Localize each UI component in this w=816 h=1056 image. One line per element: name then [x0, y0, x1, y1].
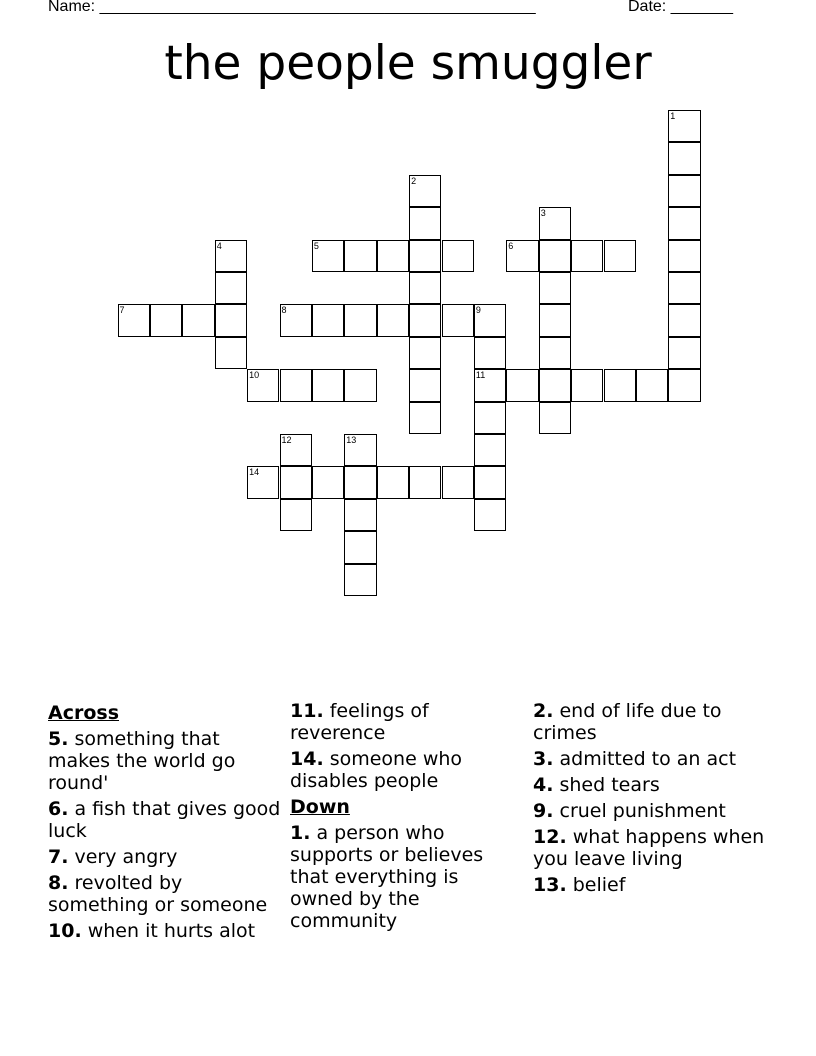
grid-cell[interactable]	[280, 499, 312, 531]
grid-cell[interactable]	[247, 369, 279, 401]
clue-item-text: when it hurts alot	[81, 920, 256, 942]
clue-item-number: 8.	[48, 872, 69, 894]
clue-item-number: 2.	[533, 700, 554, 722]
grid-cell[interactable]	[474, 499, 506, 531]
clue-item	[48, 728, 283, 794]
grid-cell[interactable]	[312, 240, 344, 272]
clue-item-text: belief	[566, 874, 626, 896]
clue-item-text: shed tears	[553, 774, 660, 796]
grid-cell[interactable]	[474, 466, 506, 498]
clue-column-3	[533, 700, 768, 900]
grid-cell[interactable]	[571, 240, 603, 272]
grid-cell[interactable]	[280, 466, 312, 498]
clue-item	[533, 874, 768, 896]
clue-item-text: what happens when you leave living	[533, 826, 765, 870]
grid-cell[interactable]	[539, 304, 571, 336]
clue-item-number: 4.	[533, 774, 554, 796]
grid-cell[interactable]	[539, 369, 571, 401]
down-heading: Down	[290, 796, 350, 818]
grid-cell[interactable]	[344, 499, 376, 531]
clue-item-number: 11.	[290, 700, 324, 722]
grid-cell[interactable]	[668, 272, 700, 304]
grid-cell[interactable]	[215, 240, 247, 272]
across-heading: Across	[48, 702, 120, 724]
clue-column-2	[290, 700, 525, 936]
clue-item-text: very angry	[68, 846, 178, 868]
grid-cell[interactable]	[668, 369, 700, 401]
grid-cell[interactable]	[215, 272, 247, 304]
grid-cell[interactable]	[118, 304, 150, 336]
grid-cell[interactable]	[280, 304, 312, 336]
clue-item-number: 12.	[533, 826, 567, 848]
clue-item-number: 7.	[48, 846, 69, 868]
grid-cell[interactable]	[344, 240, 376, 272]
clue-number: 8	[281, 305, 287, 316]
clue-item-number: 14.	[290, 748, 324, 770]
clue-item-text: end of life due to crimes	[533, 700, 722, 744]
clue-item-text: a fish that gives good luck	[48, 798, 281, 842]
clue-item-number: 3.	[533, 748, 554, 770]
clue-column-1	[48, 700, 283, 946]
grid-cell[interactable]	[604, 240, 636, 272]
clue-number: 12	[281, 435, 292, 445]
clue-item	[48, 798, 283, 842]
clue-item	[290, 822, 525, 932]
grid-cell[interactable]	[344, 564, 376, 596]
grid-cell[interactable]	[409, 369, 441, 401]
grid-cell[interactable]	[506, 240, 538, 272]
grid-cell[interactable]	[442, 304, 474, 336]
clue-item	[533, 700, 768, 744]
clue-number: 7	[119, 305, 125, 316]
clue-number: 4	[216, 240, 222, 251]
grid-cell[interactable]	[442, 466, 474, 498]
grid-cell[interactable]	[571, 369, 603, 401]
clue-item-text: admitted to an act	[553, 748, 737, 770]
clue-number: 10	[249, 370, 260, 381]
grid-cell[interactable]	[539, 272, 571, 304]
grid-cell[interactable]	[312, 304, 344, 336]
grid-cell[interactable]	[215, 304, 247, 336]
clue-number: 11	[475, 370, 486, 381]
clue-item	[48, 872, 283, 916]
grid-cell[interactable]	[280, 369, 312, 401]
clue-number: 9	[475, 305, 481, 316]
grid-cell[interactable]	[409, 466, 441, 498]
clue-item-text: revolted by something or someone	[48, 872, 268, 916]
grid-cell[interactable]	[474, 337, 506, 369]
clue-number: 1	[670, 111, 676, 121]
grid-cell[interactable]	[409, 240, 441, 272]
grid-cell[interactable]	[539, 402, 571, 434]
grid-cell[interactable]	[409, 337, 441, 369]
grid-cell[interactable]	[474, 369, 506, 401]
clue-item-number: 13.	[533, 874, 567, 896]
clue-item-text: something that makes the world go round'	[48, 728, 236, 794]
grid-cell[interactable]	[636, 369, 668, 401]
clue-item	[533, 800, 768, 822]
grid-cell[interactable]	[668, 207, 700, 239]
grid-cell[interactable]	[474, 402, 506, 434]
clue-item-text: cruel punishment	[553, 800, 726, 822]
grid-cell[interactable]	[409, 272, 441, 304]
clue-item	[48, 920, 283, 942]
clue-number: 2	[411, 175, 417, 186]
clue-number: 3	[540, 208, 546, 219]
clue-item-number: 9.	[533, 800, 554, 822]
grid-cell[interactable]	[668, 142, 700, 174]
grid-cell[interactable]	[409, 207, 441, 239]
grid-cell[interactable]	[409, 402, 441, 434]
grid-cell[interactable]	[344, 531, 376, 563]
grid-cell[interactable]	[668, 337, 700, 369]
clue-item	[533, 774, 768, 796]
grid-cell[interactable]	[182, 304, 214, 336]
grid-cell[interactable]	[474, 304, 506, 336]
grid-cell[interactable]	[474, 434, 506, 466]
clue-item-number: 5.	[48, 728, 69, 750]
date-field-label: Date: _______	[628, 0, 733, 15]
grid-cell[interactable]	[604, 369, 636, 401]
grid-cell[interactable]	[312, 466, 344, 498]
clue-item	[48, 846, 283, 868]
clue-item	[533, 748, 768, 770]
page-title: the people smuggler	[164, 36, 652, 91]
grid-cell[interactable]	[150, 304, 182, 336]
grid-cell[interactable]	[312, 369, 344, 401]
grid-cell[interactable]	[668, 110, 700, 142]
clue-item-number: 1.	[290, 822, 311, 844]
clue-number: 5	[313, 240, 319, 251]
grid-cell[interactable]	[668, 175, 700, 207]
clue-number: 13	[346, 435, 357, 445]
grid-cell[interactable]	[344, 369, 376, 401]
clue-item	[533, 826, 768, 870]
grid-cell[interactable]	[280, 434, 312, 466]
clue-item-text: feelings of reverence	[290, 700, 429, 744]
grid-cell[interactable]	[344, 304, 376, 336]
grid-cell[interactable]	[539, 240, 571, 272]
grid-cell[interactable]	[377, 304, 409, 336]
clue-item-number: 6.	[48, 798, 69, 820]
clue-number: 6	[508, 240, 514, 251]
grid-cell[interactable]	[377, 240, 409, 272]
grid-cell[interactable]	[409, 304, 441, 336]
grid-cell[interactable]	[442, 240, 474, 272]
grid-cell[interactable]	[539, 207, 571, 239]
clue-item	[290, 700, 525, 744]
clue-item-number: 10.	[48, 920, 82, 942]
grid-cell[interactable]	[539, 337, 571, 369]
name-field-label: Name: _________________________________________________	[48, 0, 536, 15]
clue-item-text: someone who disables people	[290, 748, 463, 792]
grid-cell[interactable]	[215, 337, 247, 369]
clue-number: 14	[249, 467, 260, 478]
clue-item-text: a person who supports or believes that everything is owned by the community	[290, 822, 484, 932]
clue-item	[290, 748, 525, 792]
grid-cell[interactable]	[409, 175, 441, 207]
grid-cell[interactable]	[344, 466, 376, 498]
grid-cell[interactable]	[668, 304, 700, 336]
grid-cell[interactable]	[377, 466, 409, 498]
grid-cell[interactable]	[247, 466, 279, 498]
grid-cell[interactable]	[668, 240, 700, 272]
grid-cell[interactable]	[506, 369, 538, 401]
grid-cell[interactable]	[344, 434, 376, 466]
